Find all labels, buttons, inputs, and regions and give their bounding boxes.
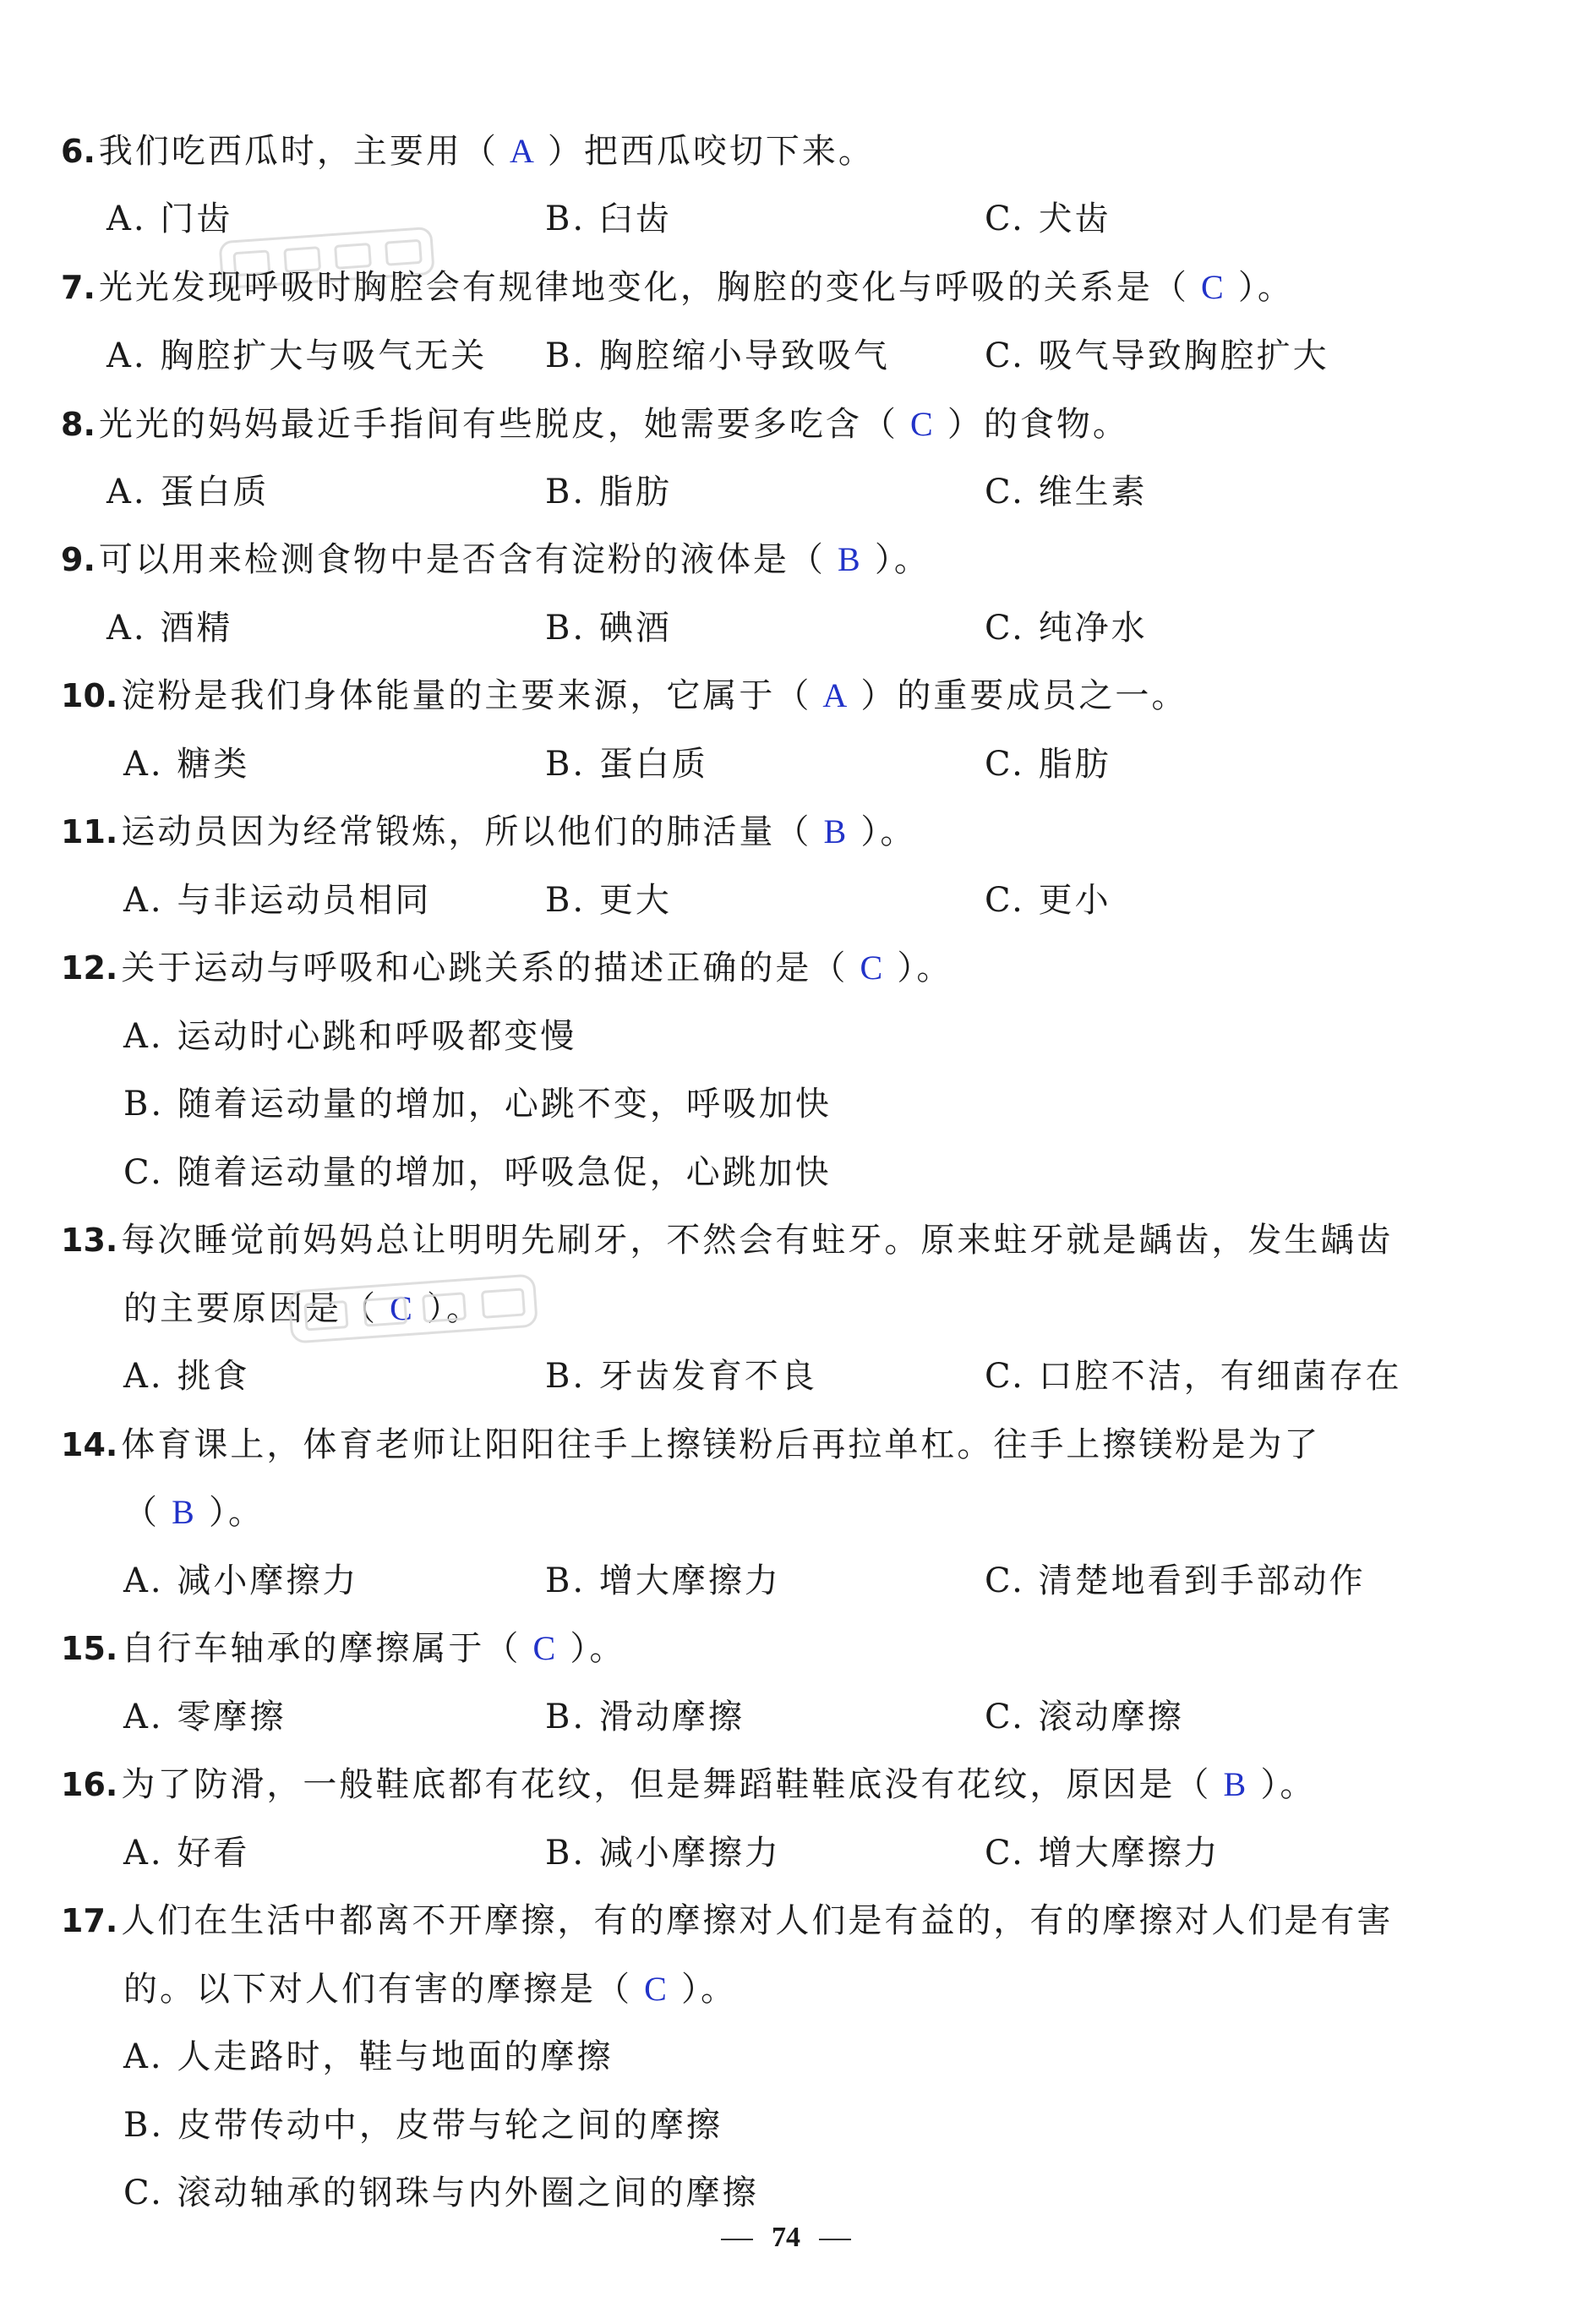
question-11 [61,798,916,866]
question-number: 12. [61,949,118,987]
question-14-line-2 [123,1479,265,1546]
option-b: B. 随着运动量的增加，心跳不变，呼吸加快 [123,1085,832,1124]
question-17 [61,1887,1393,1955]
question-number: 11. [61,813,118,850]
question-text: 人们在生活中都离不开摩擦，有的摩擦对人们是有益的，有的摩擦对人们是有害 [121,1901,1394,1940]
option-c: C. 脂肪 [985,745,1111,784]
question-text-tail: ）。 [874,540,931,579]
answer-mark: C [532,1629,559,1667]
option-b: B. 滑动摩擦 [545,1698,745,1736]
question-15 [61,1615,625,1682]
option-a: A. 好看 [123,1834,250,1873]
page-number: 74 [772,2222,800,2253]
answer-mark: C [860,949,886,987]
question-text-tail: ）。 [1237,268,1294,307]
answer-mark: C [390,1289,415,1327]
option-c: C. 随着运动量的增加，呼吸急促，心跳加快 [123,1153,832,1192]
answer-mark: B [823,812,849,850]
question-14 [61,1411,1320,1479]
option-c: C. 清楚地看到手部动作 [985,1561,1366,1600]
question-text-tail: ）。 [681,1970,737,2009]
option-b: B. 减小摩擦力 [545,1834,781,1873]
option-b: B. 碘酒 [545,609,672,648]
answer-mark: A [822,676,850,714]
option-b: B. 皮带传动中，皮带与轮之间的摩擦 [123,2106,723,2145]
question-text-tail: ）的重要成员之一。 [860,676,1188,715]
watermark-logo [285,1266,543,1361]
option-b: B. 蛋白质 [545,745,708,784]
question-text: （ [123,1493,160,1532]
option-a: A. 蛋白质 [106,473,270,511]
option-b: B. 牙齿发育不良 [545,1357,817,1396]
question-text-tail: ）。 [209,1493,265,1532]
question-8 [61,391,1129,458]
question-6 [61,118,875,185]
question-12 [61,934,952,1002]
question-7 [61,254,1294,321]
question-number: 10. [61,677,118,714]
question-number: 6. [61,133,96,170]
answer-mark: B [172,1493,197,1531]
question-text: 每次睡觉前妈妈总让明明先刷牙，不然会有蛀牙。原来蛀牙就是龋齿，发生龋齿 [121,1221,1394,1260]
question-number: 16. [61,1766,118,1803]
question-number: 13. [61,1222,118,1259]
question-number: 7. [61,269,96,306]
option-a: A. 门齿 [106,200,233,238]
option-a: A. 胸腔扩大与吸气无关 [106,336,488,375]
answer-mark: A [509,132,537,170]
question-text: 我们吃西瓜时，主要用（ [98,132,499,171]
question-number: 9. [61,541,96,578]
question-text-tail: ）。 [897,949,953,987]
option-a: A. 减小摩擦力 [123,1561,359,1600]
option-c: C. 纯净水 [985,609,1148,648]
option-c: C. 口腔不洁，有细菌存在 [985,1357,1402,1396]
question-number: 8. [61,406,96,443]
answer-mark: C [1201,268,1226,306]
answer-mark: C [910,405,936,443]
question-10 [61,662,1187,730]
question-text-tail: ）把西瓜咬切下来。 [547,132,875,171]
footer-dash-left [721,2239,753,2240]
question-text-tail: ）。 [427,1289,483,1328]
question-text: 运动员因为经常锻炼，所以他们的肺活量（ [121,812,812,851]
option-c: C. 更小 [985,881,1111,920]
question-17-line-2 [123,1955,737,2023]
answer-mark: B [1223,1765,1249,1803]
option-c: C. 滚动轴承的钢珠与内外圈之间的摩擦 [123,2174,759,2212]
page-number-footer [0,2222,1572,2254]
option-a: A. 运动时心跳和呼吸都变慢 [123,1017,577,1056]
answer-mark: C [644,1970,669,2008]
option-c: C. 滚动摩擦 [985,1698,1184,1736]
question-text: 关于运动与呼吸和心跳关系的描述正确的是（ [121,949,849,987]
answer-mark: B [838,540,863,578]
question-text: 光光的妈妈最近手指间有些脱皮，她需要多吃含（ [98,405,898,444]
question-number: 14. [61,1426,118,1463]
question-text-tail: ）。 [860,812,917,851]
option-c: C. 增大摩擦力 [985,1834,1220,1873]
option-a: A. 零摩擦 [123,1698,287,1736]
footer-dash-right [819,2239,851,2240]
option-b: B. 更大 [545,881,672,920]
option-c: C. 犬齿 [985,200,1111,238]
question-text-tail: ）。 [570,1629,626,1668]
option-a: A. 酒精 [106,609,233,648]
question-number: 15. [61,1630,118,1667]
option-b: B. 胸腔缩小导致吸气 [545,336,890,375]
option-b: B. 脂肪 [545,473,672,511]
question-16 [61,1751,1316,1818]
option-b: B. 臼齿 [545,200,672,238]
option-a: A. 与非运动员相同 [123,881,432,920]
question-text: 光光发现呼吸时胸腔会有规律地变化，胸腔的变化与呼吸的关系是（ [98,268,1189,307]
question-9 [61,526,931,593]
question-text: 的主要原因是（ [123,1289,378,1328]
option-a: A. 人走路时，鞋与地面的摩擦 [123,2037,614,2076]
question-text: 自行车轴承的摩擦属于（ [121,1629,521,1668]
option-b: B. 增大摩擦力 [545,1561,781,1600]
question-text-tail: ）。 [1260,1765,1317,1804]
question-text: 体育课上，体育老师让阳阳往手上擦镁粉后再拉单杠。往手上擦镁粉是为了 [121,1425,1321,1464]
question-text: 可以用来检测食物中是否含有淀粉的液体是（ [98,540,826,579]
option-c: C. 吸气导致胸腔扩大 [985,336,1329,375]
question-text: 的。以下对人们有害的摩擦是（ [123,1970,632,2009]
option-c: C. 维生素 [985,473,1148,511]
question-text: 为了防滑，一般鞋底都有花纹，但是舞蹈鞋鞋底没有花纹，原因是（ [121,1765,1212,1804]
option-a: A. 糖类 [123,745,250,784]
question-text-tail: ）的食物。 [947,405,1129,444]
question-text: 淀粉是我们身体能量的主要来源，它属于（ [121,676,812,715]
question-number: 17. [61,1902,118,1939]
question-13 [61,1206,1393,1274]
option-a: A. 挑食 [123,1357,250,1396]
